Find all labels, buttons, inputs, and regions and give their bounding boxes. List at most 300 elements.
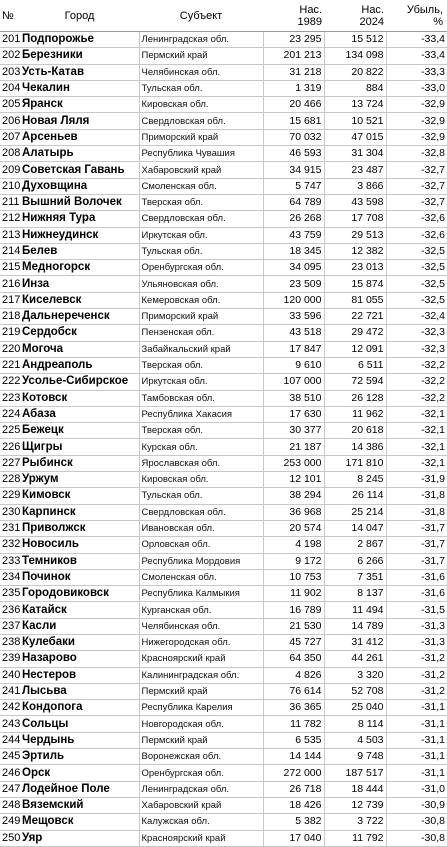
table-row (0, 504, 447, 520)
subject-name: Республика Калмыкия (139, 586, 263, 602)
population-loss-percent: -33,4 (386, 48, 447, 64)
table-row (0, 553, 447, 569)
table-row (0, 48, 447, 64)
city-name: Кимовск (20, 488, 139, 504)
population-2024: 47 015 (324, 129, 386, 145)
population-2024: 171 810 (324, 455, 386, 471)
header-pop-2024-line1: Нас. (361, 3, 384, 16)
city-name: Уржум (20, 472, 139, 488)
population-loss-percent: -30,8 (386, 830, 447, 846)
population-loss-percent: -31,1 (386, 749, 447, 765)
row-number: 224 (0, 406, 20, 422)
row-number: 234 (0, 569, 20, 585)
population-loss-percent: -30,8 (386, 814, 447, 830)
population-1989: 31 218 (263, 64, 324, 80)
subject-name: Тульская обл. (139, 243, 263, 259)
population-1989: 18 426 (263, 797, 324, 813)
table-row (0, 341, 447, 357)
subject-name: Кировская обл. (139, 472, 263, 488)
table-row (0, 732, 447, 748)
table-body (0, 32, 447, 847)
city-name: Могоча (20, 341, 139, 357)
population-1989: 36 968 (263, 504, 324, 520)
population-2024: 6 511 (324, 357, 386, 373)
subject-name: Кемеровская обл. (139, 292, 263, 308)
population-loss-percent: -31,5 (386, 602, 447, 618)
table-row (0, 667, 447, 683)
population-1989: 15 681 (263, 113, 324, 129)
city-name: Усть-Катав (20, 64, 139, 80)
city-name: Сердобск (20, 325, 139, 341)
population-1989: 5 382 (263, 814, 324, 830)
population-2024: 4 503 (324, 732, 386, 748)
city-name: Нестеров (20, 667, 139, 683)
subject-name: Ярославская обл. (139, 455, 263, 471)
population-1989: 21 187 (263, 439, 324, 455)
table-row (0, 357, 447, 373)
table-row (0, 634, 447, 650)
row-number: 240 (0, 667, 20, 683)
row-number: 218 (0, 309, 20, 325)
subject-name: Хабаровский край (139, 797, 263, 813)
population-1989: 34 095 (263, 260, 324, 276)
city-name: Абаза (20, 406, 139, 422)
subject-name: Свердловская обл. (139, 113, 263, 129)
subject-name: Курганская обл. (139, 602, 263, 618)
population-loss-percent: -31,6 (386, 586, 447, 602)
population-loss-percent: -31,2 (386, 667, 447, 683)
table-row (0, 488, 447, 504)
row-number: 233 (0, 553, 20, 569)
population-loss-percent: -31,3 (386, 634, 447, 650)
table-row (0, 651, 447, 667)
population-2024: 187 517 (324, 765, 386, 781)
population-1989: 43 518 (263, 325, 324, 341)
row-number: 211 (0, 194, 20, 210)
city-name: Касли (20, 618, 139, 634)
population-loss-percent: -31,1 (386, 700, 447, 716)
subject-name: Красноярский край (139, 651, 263, 667)
city-name: Кондопога (20, 700, 139, 716)
population-1989: 107 000 (263, 374, 324, 390)
row-number: 205 (0, 97, 20, 113)
row-number: 204 (0, 80, 20, 96)
population-2024: 8 245 (324, 472, 386, 488)
table-row (0, 309, 447, 325)
row-number: 236 (0, 602, 20, 618)
city-name: Орск (20, 765, 139, 781)
row-number: 226 (0, 439, 20, 455)
row-number: 248 (0, 797, 20, 813)
population-1989: 4 826 (263, 667, 324, 683)
population-2024: 8 137 (324, 586, 386, 602)
city-name: Духовщина (20, 178, 139, 194)
header-subject: Субъект (139, 0, 263, 32)
subject-name: Пензенская обл. (139, 325, 263, 341)
population-loss-percent: -31,6 (386, 569, 447, 585)
population-1989: 253 000 (263, 455, 324, 471)
city-name: Дальнереченск (20, 309, 139, 325)
subject-name: Тамбовская обл. (139, 390, 263, 406)
row-number: 217 (0, 292, 20, 308)
subject-name: Приморский край (139, 309, 263, 325)
population-1989: 64 789 (263, 194, 324, 210)
population-loss-percent: -32,9 (386, 97, 447, 113)
city-name: Лысьва (20, 683, 139, 699)
population-2024: 44 261 (324, 651, 386, 667)
population-1989: 17 847 (263, 341, 324, 357)
population-2024: 3 722 (324, 814, 386, 830)
population-1989: 120 000 (263, 292, 324, 308)
subject-name: Пермский край (139, 732, 263, 748)
city-name: Подпорожье (20, 32, 139, 48)
population-2024: 14 789 (324, 618, 386, 634)
row-number: 206 (0, 113, 20, 129)
city-name: Вяземский (20, 797, 139, 813)
population-2024: 29 513 (324, 227, 386, 243)
city-name: Киселевск (20, 292, 139, 308)
row-number: 228 (0, 472, 20, 488)
city-name: Мещовск (20, 814, 139, 830)
subject-name: Тульская обл. (139, 488, 263, 504)
population-1989: 6 535 (263, 732, 324, 748)
city-name: Медногорск (20, 260, 139, 276)
subject-name: Курская обл. (139, 439, 263, 455)
subject-name: Ленинградская обл. (139, 32, 263, 48)
population-loss-percent: -31,2 (386, 651, 447, 667)
row-number: 232 (0, 537, 20, 553)
table-row (0, 423, 447, 439)
subject-name: Красноярский край (139, 830, 263, 846)
population-loss-percent: -32,7 (386, 178, 447, 194)
row-number: 209 (0, 162, 20, 178)
population-2024: 17 708 (324, 211, 386, 227)
row-number: 246 (0, 765, 20, 781)
city-name: Бежецк (20, 423, 139, 439)
city-name: Сольцы (20, 716, 139, 732)
subject-name: Свердловская обл. (139, 504, 263, 520)
population-1989: 23 509 (263, 276, 324, 292)
table-row (0, 374, 447, 390)
population-1989: 36 365 (263, 700, 324, 716)
subject-name: Республика Мордовия (139, 553, 263, 569)
population-loss-percent: -31,8 (386, 504, 447, 520)
city-name: Нижнеудинск (20, 227, 139, 243)
subject-name: Тверская обл. (139, 357, 263, 373)
header-pop-2024 (324, 0, 386, 32)
population-1989: 38 510 (263, 390, 324, 406)
row-number: 235 (0, 586, 20, 602)
subject-name: Смоленская обл. (139, 569, 263, 585)
header-num: № (0, 0, 20, 32)
subject-name: Хабаровский край (139, 162, 263, 178)
population-2024: 29 472 (324, 325, 386, 341)
population-loss-percent: -30,9 (386, 797, 447, 813)
population-loss-percent: -32,1 (386, 439, 447, 455)
population-1989: 23 295 (263, 32, 324, 48)
population-loss-percent: -31,0 (386, 781, 447, 797)
subject-name: Воронежская обл. (139, 749, 263, 765)
population-2024: 26 128 (324, 390, 386, 406)
table-row (0, 537, 447, 553)
city-name: Уяр (20, 830, 139, 846)
population-2024: 18 444 (324, 781, 386, 797)
population-1989: 11 782 (263, 716, 324, 732)
population-2024: 8 114 (324, 716, 386, 732)
population-loss-percent: -32,6 (386, 227, 447, 243)
population-1989: 10 753 (263, 569, 324, 585)
subject-name: Тульская обл. (139, 80, 263, 96)
table-row (0, 292, 447, 308)
population-2024: 2 867 (324, 537, 386, 553)
subject-name: Иркутская обл. (139, 227, 263, 243)
population-1989: 11 902 (263, 586, 324, 602)
subject-name: Тверская обл. (139, 194, 263, 210)
population-2024: 3 320 (324, 667, 386, 683)
population-1989: 201 213 (263, 48, 324, 64)
city-name: Кулебаки (20, 634, 139, 650)
population-1989: 76 614 (263, 683, 324, 699)
population-2024: 25 214 (324, 504, 386, 520)
population-1989: 26 718 (263, 781, 324, 797)
table-row (0, 749, 447, 765)
population-2024: 10 521 (324, 113, 386, 129)
population-2024: 20 822 (324, 64, 386, 80)
population-2024: 15 874 (324, 276, 386, 292)
population-loss-percent: -31,7 (386, 537, 447, 553)
table-row (0, 129, 447, 145)
row-number: 229 (0, 488, 20, 504)
population-1989: 14 144 (263, 749, 324, 765)
table-row (0, 472, 447, 488)
row-number: 245 (0, 749, 20, 765)
header-loss (386, 0, 447, 32)
population-loss-percent: -32,8 (386, 146, 447, 162)
population-1989: 4 198 (263, 537, 324, 553)
population-1989: 272 000 (263, 765, 324, 781)
row-number: 243 (0, 716, 20, 732)
row-number: 212 (0, 211, 20, 227)
city-name: Нижняя Тура (20, 211, 139, 227)
row-number: 238 (0, 634, 20, 650)
population-loss-percent: -33,0 (386, 80, 447, 96)
header-pop-1989 (263, 0, 324, 32)
population-2024: 22 721 (324, 309, 386, 325)
table-row (0, 97, 447, 113)
city-name: Усолье-Сибирское (20, 374, 139, 390)
table-row (0, 602, 447, 618)
population-1989: 38 294 (263, 488, 324, 504)
population-loss-percent: -32,5 (386, 292, 447, 308)
row-number: 220 (0, 341, 20, 357)
subject-name: Забайкальский край (139, 341, 263, 357)
population-loss-percent: -32,1 (386, 455, 447, 471)
population-1989: 20 466 (263, 97, 324, 113)
table-row (0, 32, 447, 48)
header-pop-2024-line2: 2024 (359, 15, 384, 28)
population-2024: 3 866 (324, 178, 386, 194)
population-2024: 13 724 (324, 97, 386, 113)
row-number: 222 (0, 374, 20, 390)
city-name: Вышний Волочек (20, 194, 139, 210)
subject-name: Ульяновская обл. (139, 276, 263, 292)
city-name: Эртиль (20, 749, 139, 765)
population-loss-percent: -31,9 (386, 472, 447, 488)
city-name: Инза (20, 276, 139, 292)
table-row (0, 814, 447, 830)
population-loss-percent: -31,2 (386, 683, 447, 699)
population-loss-percent: -33,3 (386, 64, 447, 80)
table-row (0, 276, 447, 292)
city-name: Карпинск (20, 504, 139, 520)
row-number: 241 (0, 683, 20, 699)
population-1989: 20 574 (263, 520, 324, 536)
row-number: 227 (0, 455, 20, 471)
population-loss-percent: -32,3 (386, 325, 447, 341)
subject-name: Приморский край (139, 129, 263, 145)
population-loss-percent: -32,6 (386, 211, 447, 227)
city-name: Яранск (20, 97, 139, 113)
table-row (0, 325, 447, 341)
population-loss-percent: -31,1 (386, 765, 447, 781)
row-number: 237 (0, 618, 20, 634)
row-number: 239 (0, 651, 20, 667)
table-row (0, 781, 447, 797)
population-loss-percent: -32,7 (386, 162, 447, 178)
population-loss-percent: -32,4 (386, 309, 447, 325)
row-number: 214 (0, 243, 20, 259)
population-1989: 5 747 (263, 178, 324, 194)
table-row (0, 260, 447, 276)
population-2024: 884 (324, 80, 386, 96)
city-name: Березники (20, 48, 139, 64)
subject-name: Республика Чувашия (139, 146, 263, 162)
subject-name: Кировская обл. (139, 97, 263, 113)
city-name: Новосиль (20, 537, 139, 553)
population-loss-percent: -32,2 (386, 390, 447, 406)
population-2024: 9 748 (324, 749, 386, 765)
population-2024: 134 098 (324, 48, 386, 64)
row-number: 208 (0, 146, 20, 162)
population-2024: 31 304 (324, 146, 386, 162)
population-2024: 12 382 (324, 243, 386, 259)
subject-name: Ленинградская обл. (139, 781, 263, 797)
row-number: 250 (0, 830, 20, 846)
population-loss-percent: -32,5 (386, 260, 447, 276)
population-2024: 11 494 (324, 602, 386, 618)
population-loss-percent: -31,7 (386, 553, 447, 569)
subject-name: Нижегородская обл. (139, 634, 263, 650)
population-loss-percent: -32,9 (386, 129, 447, 145)
table-row (0, 830, 447, 846)
city-name: Рыбинск (20, 455, 139, 471)
subject-name: Оренбургская обл. (139, 260, 263, 276)
table-row (0, 716, 447, 732)
table-row (0, 146, 447, 162)
population-1989: 17 040 (263, 830, 324, 846)
table-row (0, 194, 447, 210)
population-1989: 64 350 (263, 651, 324, 667)
population-loss-percent: -32,1 (386, 423, 447, 439)
table-row (0, 618, 447, 634)
population-loss-percent: -31,1 (386, 716, 447, 732)
population-loss-percent: -32,1 (386, 406, 447, 422)
table-row (0, 700, 447, 716)
city-name: Чекалин (20, 80, 139, 96)
population-1989: 33 596 (263, 309, 324, 325)
table-row (0, 243, 447, 259)
subject-name: Пермский край (139, 683, 263, 699)
population-1989: 34 915 (263, 162, 324, 178)
population-2024: 52 708 (324, 683, 386, 699)
table-row (0, 113, 447, 129)
population-1989: 21 530 (263, 618, 324, 634)
city-name: Лодейное Поле (20, 781, 139, 797)
row-number: 249 (0, 814, 20, 830)
city-name: Городовиковск (20, 586, 139, 602)
population-loss-percent: -31,7 (386, 520, 447, 536)
population-2024: 6 266 (324, 553, 386, 569)
population-1989: 46 593 (263, 146, 324, 162)
table-row (0, 406, 447, 422)
city-name: Белев (20, 243, 139, 259)
row-number: 213 (0, 227, 20, 243)
city-name: Починок (20, 569, 139, 585)
subject-name: Челябинская обл. (139, 618, 263, 634)
city-name: Щигры (20, 439, 139, 455)
population-1989: 9 610 (263, 357, 324, 373)
population-2024: 14 047 (324, 520, 386, 536)
subject-name: Орловская обл. (139, 537, 263, 553)
table-row (0, 390, 447, 406)
row-number: 207 (0, 129, 20, 145)
subject-name: Пермский край (139, 48, 263, 64)
city-name: Катайск (20, 602, 139, 618)
population-loss-percent: -32,7 (386, 194, 447, 210)
population-2024: 11 792 (324, 830, 386, 846)
table-header (0, 0, 447, 32)
city-name: Андреаполь (20, 357, 139, 373)
population-1989: 43 759 (263, 227, 324, 243)
population-loss-percent: -32,3 (386, 341, 447, 357)
population-1989: 16 789 (263, 602, 324, 618)
subject-name: Калужская обл. (139, 814, 263, 830)
population-loss-percent: -31,1 (386, 732, 447, 748)
population-2024: 31 412 (324, 634, 386, 650)
table-row (0, 227, 447, 243)
population-loss-percent: -32,2 (386, 374, 447, 390)
population-loss-percent: -31,3 (386, 618, 447, 634)
city-name: Приволжск (20, 520, 139, 536)
row-number: 247 (0, 781, 20, 797)
city-name: Чердынь (20, 732, 139, 748)
population-2024: 14 386 (324, 439, 386, 455)
row-number: 219 (0, 325, 20, 341)
subject-name: Ивановская обл. (139, 520, 263, 536)
population-2024: 23 013 (324, 260, 386, 276)
row-number: 225 (0, 423, 20, 439)
population-1989: 18 345 (263, 243, 324, 259)
table-row (0, 80, 447, 96)
population-1989: 45 727 (263, 634, 324, 650)
subject-name: Новгородская обл. (139, 716, 263, 732)
population-loss-percent: -32,5 (386, 276, 447, 292)
population-loss-percent: -32,9 (386, 113, 447, 129)
row-number: 216 (0, 276, 20, 292)
header-loss-line2: % (433, 15, 443, 28)
row-number: 201 (0, 32, 20, 48)
subject-name: Свердловская обл. (139, 211, 263, 227)
